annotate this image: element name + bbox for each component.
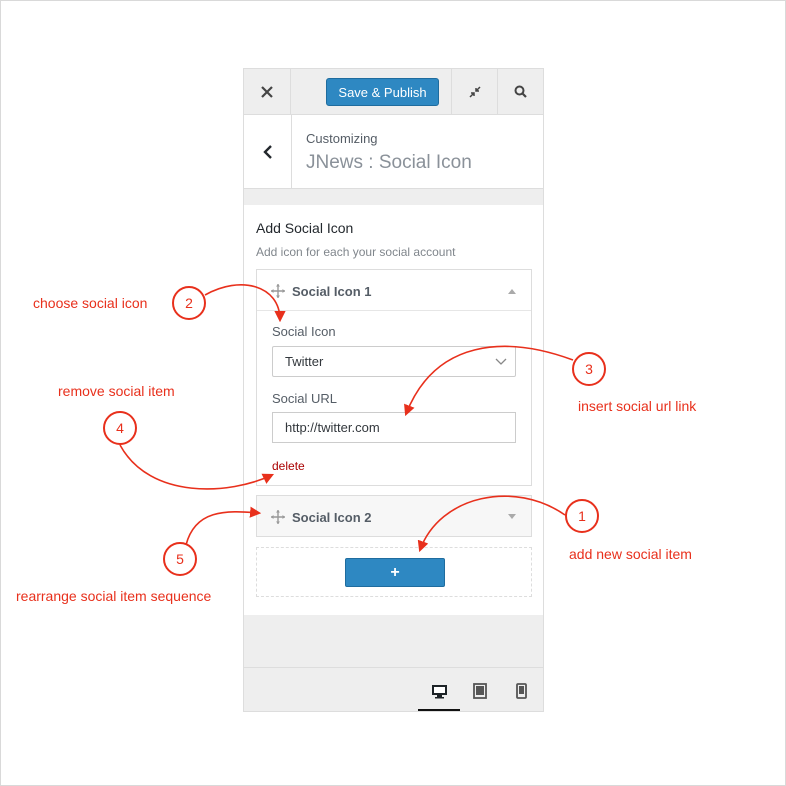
- active-device-indicator: [418, 709, 460, 712]
- preview-mobile-button[interactable]: [510, 680, 532, 702]
- delete-link[interactable]: delete: [272, 459, 305, 473]
- section-description: Add icon for each your social account: [256, 245, 456, 259]
- caret-up-icon[interactable]: [507, 287, 517, 295]
- social-url-label: Social URL: [272, 391, 338, 406]
- customizer-topbar: [244, 69, 543, 115]
- close-button[interactable]: [244, 69, 291, 114]
- chevron-down-icon: [495, 355, 507, 367]
- caret-down-icon[interactable]: [507, 513, 517, 521]
- social-item-2[interactable]: [256, 495, 532, 537]
- back-button[interactable]: [244, 115, 292, 188]
- mobile-icon: [516, 683, 527, 699]
- desktop-icon: [431, 684, 448, 699]
- add-social-item-button[interactable]: +: [345, 558, 445, 587]
- drag-handle-icon[interactable]: [270, 283, 286, 299]
- annotation-1-text: add new social item: [569, 546, 692, 562]
- close-icon: [261, 86, 273, 98]
- annotation-5-badge: 5: [163, 542, 197, 576]
- save-publish-button[interactable]: Save & Publish: [326, 78, 439, 106]
- annotation-2-badge: 2: [172, 286, 206, 320]
- customizer-panel: [243, 68, 544, 712]
- social-item-1-title: Social Icon 1: [292, 284, 372, 299]
- social-item-1-header[interactable]: [257, 270, 531, 311]
- customizer-footer: [244, 667, 543, 712]
- search-button[interactable]: [497, 69, 543, 114]
- section-title: Add Social Icon: [256, 220, 354, 236]
- tablet-icon: [473, 683, 487, 699]
- annotation-3-badge: 3: [572, 352, 606, 386]
- social-url-input[interactable]: http://twitter.com: [272, 412, 516, 443]
- social-item-1: [256, 269, 532, 486]
- social-icon-label: Social Icon: [272, 324, 336, 339]
- annotation-1-badge: 1: [565, 499, 599, 533]
- search-icon: [514, 85, 527, 98]
- annotation-3-text: insert social url link: [578, 398, 697, 414]
- preview-desktop-button[interactable]: [428, 680, 450, 702]
- collapse-icon: [469, 86, 481, 98]
- panel-title: JNews : Social Icon: [306, 152, 472, 173]
- drag-handle-icon[interactable]: [270, 509, 286, 525]
- section-content: [244, 205, 543, 615]
- social-icon-select-value: Twitter: [285, 354, 324, 369]
- collapse-button[interactable]: [451, 69, 497, 114]
- preview-tablet-button[interactable]: [469, 680, 491, 702]
- annotation-5-text: rearrange social item sequence: [16, 588, 212, 604]
- add-item-zone: [256, 547, 532, 597]
- customizer-header: [244, 115, 543, 189]
- social-item-2-title: Social Icon 2: [292, 510, 372, 525]
- social-icon-select[interactable]: [272, 346, 516, 377]
- chevron-left-icon: [263, 144, 273, 160]
- annotation-2-text: choose social icon: [33, 295, 148, 311]
- annotation-4-text: remove social item: [58, 383, 175, 399]
- customizing-label: Customizing: [306, 131, 378, 146]
- annotation-4-badge: 4: [103, 411, 137, 445]
